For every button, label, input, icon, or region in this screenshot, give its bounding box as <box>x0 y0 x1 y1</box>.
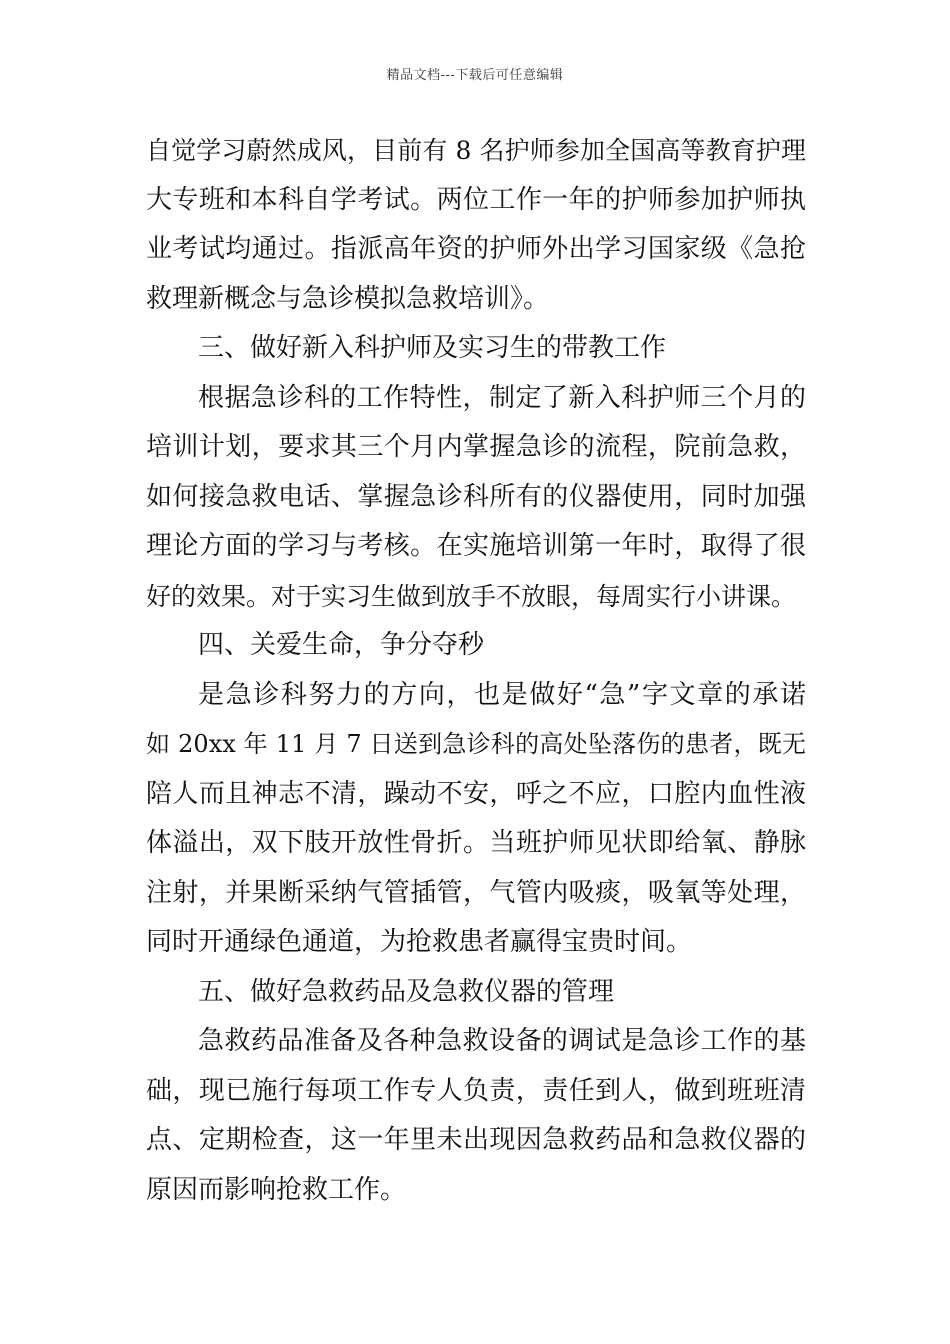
text-line: 注射，并果断采纳气管插管，气管内吸痰，吸氧等处理， <box>146 877 806 908</box>
text-line: 同时开通绿色通道，为抢救患者赢得宝贵时间。 <box>146 927 693 957</box>
text-line: 陪人而且神志不清，躁动不安，呼之不应，口腔内血性液 <box>146 778 806 809</box>
text-line: 自觉学习蔚然成风，目前有 8 名护师参加全国高等教育护理 <box>146 136 806 165</box>
text-line: 是急诊科努力的方向，也是做好“急”字文章的承诺 <box>198 679 806 710</box>
text-line: 急救药品准备及各种急救设备的调试是急诊工作的基 <box>198 1026 806 1056</box>
text-line: 理论方面的学习与考核。在实施培训第一年时，取得了很 <box>146 531 806 561</box>
text-line: 根据急诊科的工作特性，制定了新入科护师三个月的 <box>198 382 806 413</box>
text-line: 救理新概念与急诊模拟急救培训》。 <box>146 283 550 314</box>
text-line: 体溢出，双下肢开放性骨折。当班护师见状即给氧、静脉 <box>146 828 806 858</box>
text-line: 五、做好急救药品及急救仪器的管理 <box>198 976 615 1007</box>
text-line: 好的效果。对于实习生做到放手不放眼，每周实行小讲课。 <box>146 581 797 611</box>
text-line: 如何接急救电话、掌握急诊科所有的仪器使用，同时加强 <box>146 481 806 512</box>
text-line: 培训计划，要求其三个月内掌握急诊的流程，院前急救， <box>146 432 806 462</box>
document-body <box>146 126 806 1215</box>
text-line: 如 20xx 年 11 月 7 日送到急诊科的高处坠落伤的患者，既无 <box>146 730 806 758</box>
text-line: 三、做好新入科护师及实习生的带教工作 <box>198 333 667 363</box>
text-line: 原因而影响抢救工作。 <box>146 1174 407 1205</box>
text-line: 点、定期检查，这一年里未出现因急救药品和急救仪器的 <box>146 1125 806 1155</box>
text-line: 四、关爱生命，争分夺秒 <box>198 630 485 660</box>
text-line: 业考试均通过。指派高年资的护师外出学习国家级《急抢 <box>146 234 806 264</box>
text-line: 大专班和本科自学考试。两位工作一年的护师参加护师执 <box>146 184 806 215</box>
text-line: 础，现已施行每项工作专人负责，责任到人，做到班班清 <box>146 1075 806 1106</box>
page-header: 精品文档---下载后可任意编辑 <box>386 68 564 83</box>
